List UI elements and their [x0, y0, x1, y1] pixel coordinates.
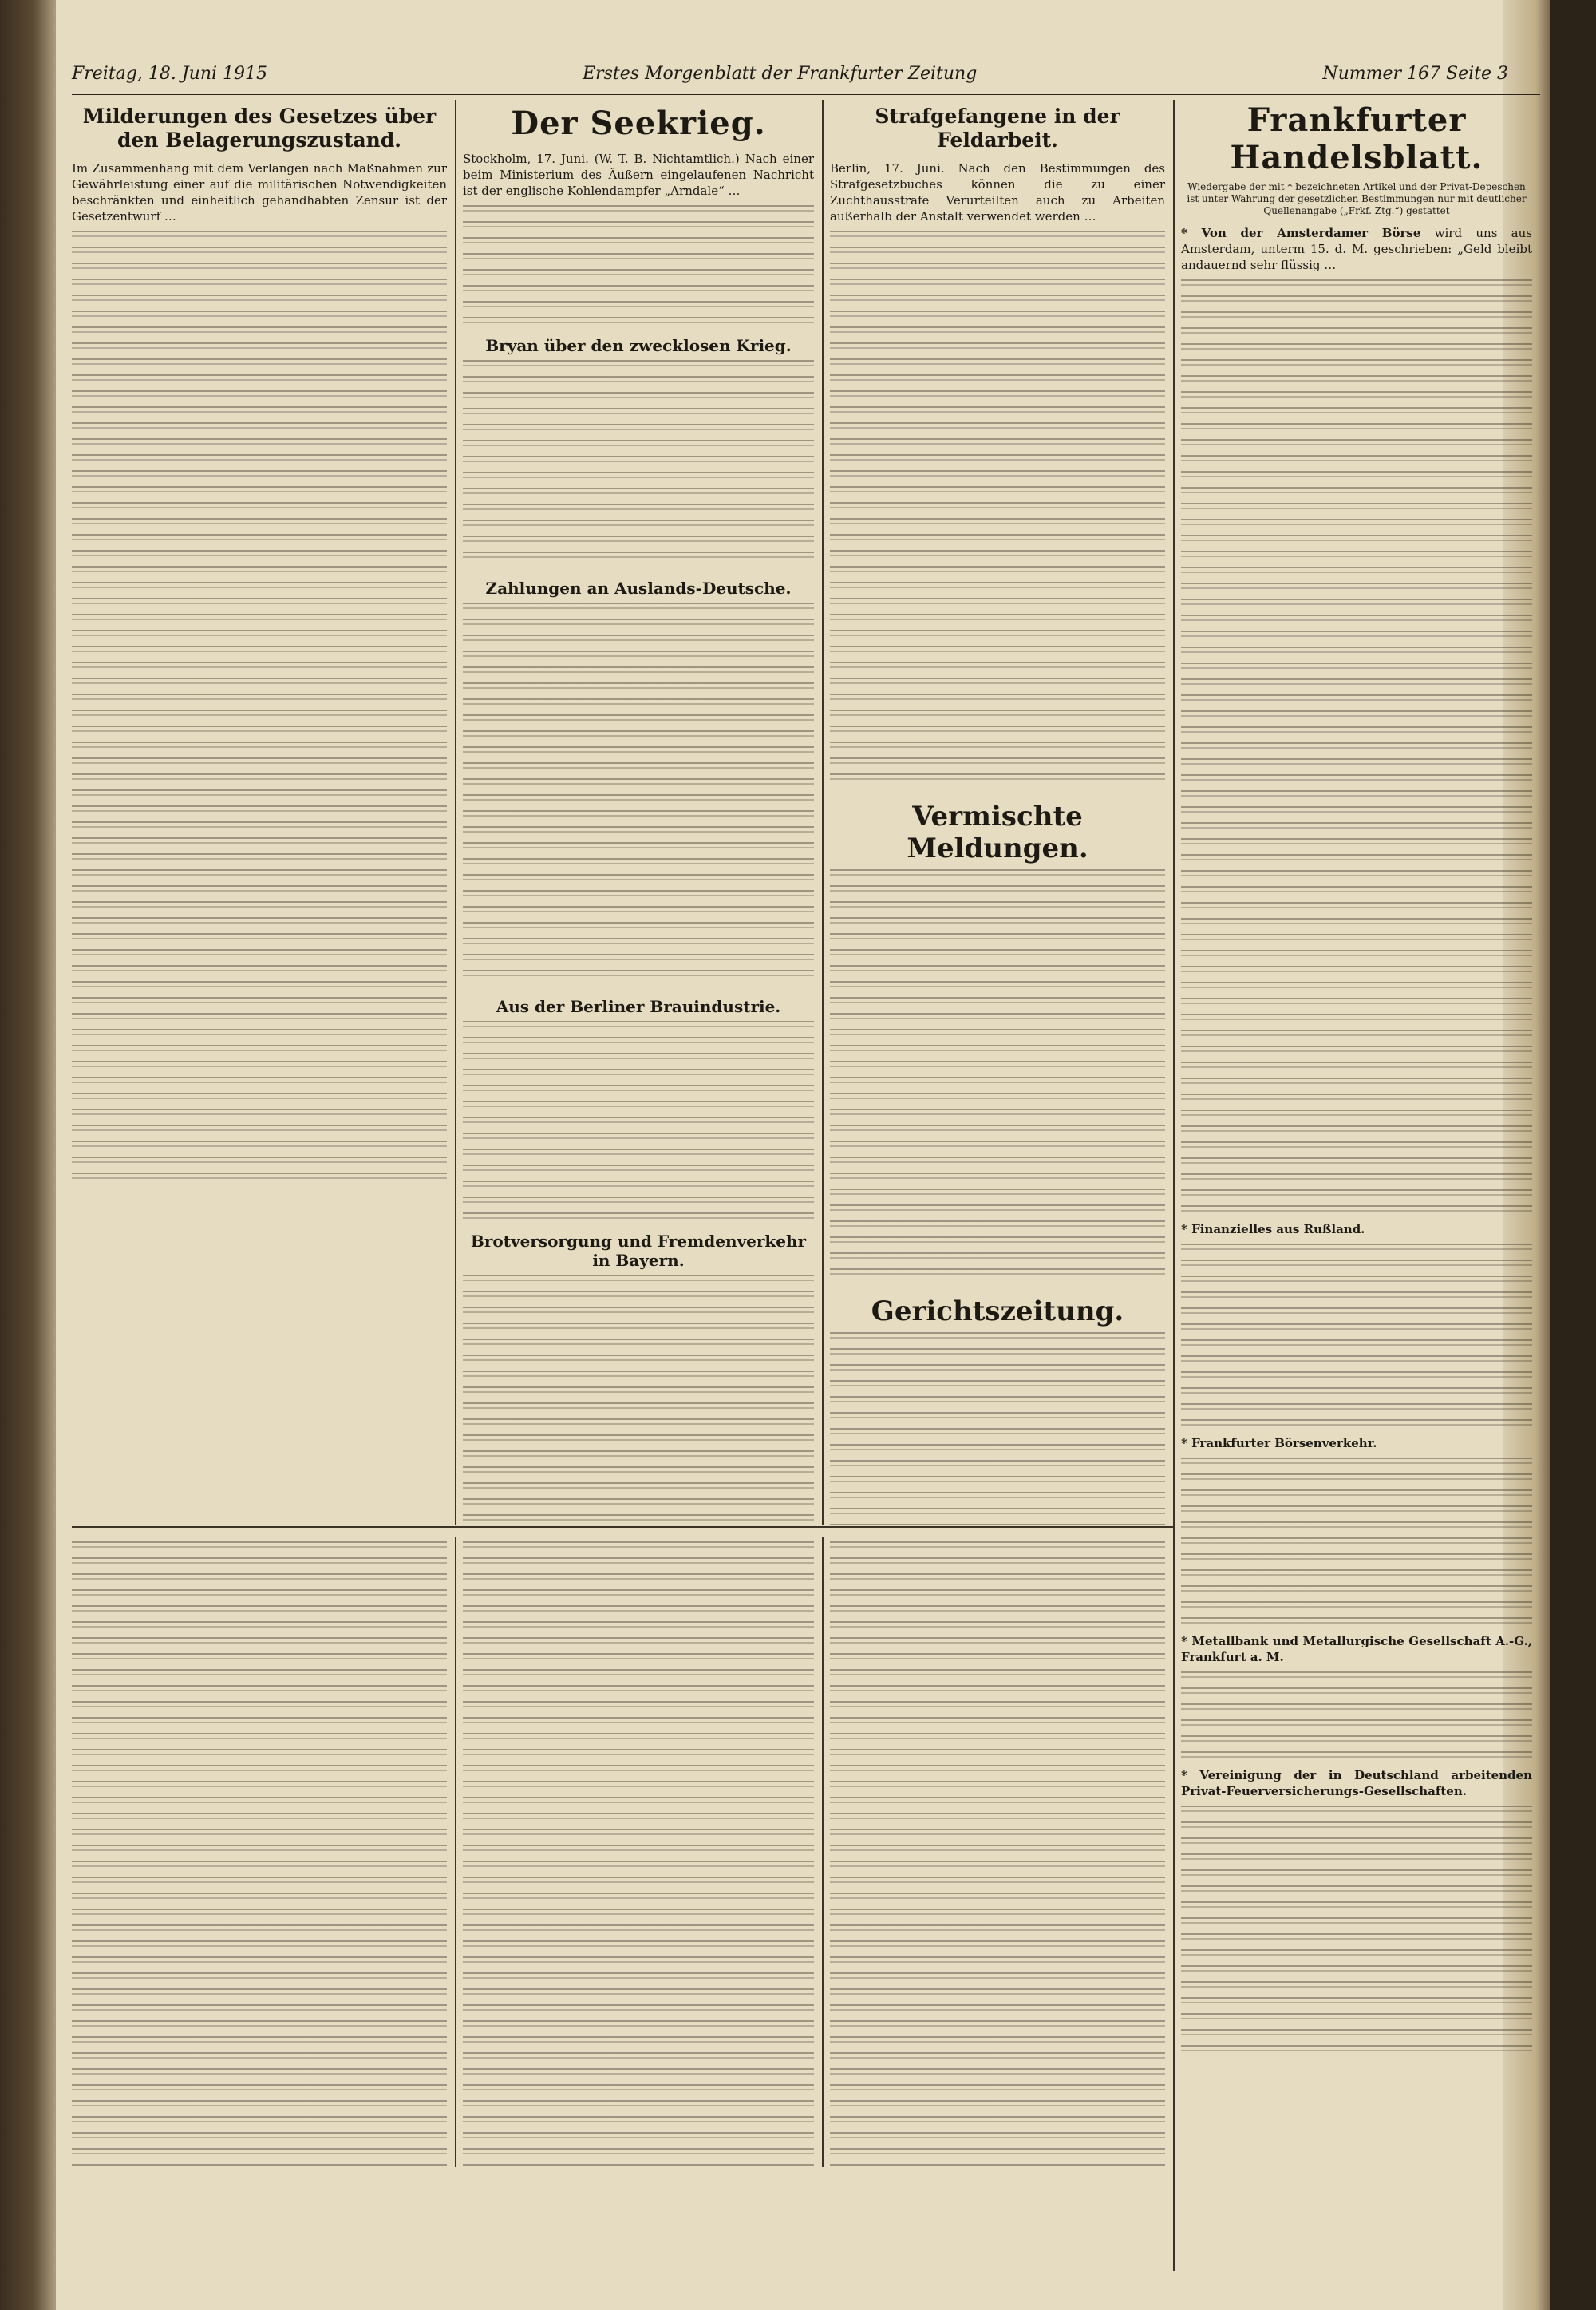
column-4: [1181, 100, 1532, 2271]
column-rule: [822, 1537, 824, 2167]
paragraph: [1181, 1633, 1532, 1665]
lower-column-2: [463, 1537, 814, 2167]
illegible-text-block: [830, 231, 1165, 789]
column-3: [830, 100, 1165, 1525]
illegible-text-block: [463, 1541, 814, 2167]
illegible-text-block: [1181, 279, 1532, 1221]
column-rule: [822, 100, 824, 1525]
subheadline: Aus der Berliner Brauindustrie.: [496, 997, 781, 1016]
illegible-text-block: [1181, 1806, 1532, 2061]
item-head: * Von der Amsterdamer Börse: [1181, 226, 1421, 240]
column-rule: [1173, 100, 1175, 2271]
illegible-text-block: [463, 360, 814, 568]
subheadline: Gerichtszeitung.: [871, 1295, 1124, 1327]
illegible-text-block: [463, 603, 814, 986]
lower-column-3: [830, 1537, 1165, 2167]
illegible-text-block: [72, 1541, 447, 2167]
paragraph: [1181, 1767, 1532, 1799]
subheadline: Brotversorgung und Fremdenverkehr in Bayern.: [470, 1232, 807, 1270]
illegible-text-block: [463, 205, 814, 325]
illegible-text-block: [463, 1021, 814, 1220]
column-rule: [455, 100, 456, 1525]
paragraph: Im Zusammenhang mit dem Verlangen nach Maßnahmen zur Gewährleistung einer auf die militärischen Notwendigkeiten beschränkten und einheitlich gehandhabten Zensur ist der Gesetzentwurf …: [72, 161, 447, 223]
paragraph: Berlin, 17. Juni. Nach den Bestimmungen des Strafgesetzbuches können die zu einer Zuchthausstrafe Verurteilten auch zu Arbeiten außerhalb der Anstalt verwendet werden …: [830, 161, 1165, 223]
masthead-date: Freitag, 18. Juni 1915: [72, 64, 268, 84]
column-1: [72, 100, 447, 1525]
subheadline: Vermischte Meldungen.: [907, 801, 1088, 864]
masthead-number: Nummer 167 Seite 3: [1322, 64, 1508, 84]
illegible-text-block: [1181, 1244, 1532, 1435]
illegible-text-block: [1181, 1671, 1532, 1767]
paragraph: [1181, 225, 1532, 273]
paragraph: Stockholm, 17. Juni. (W. T. B. Nichtamtlich.) Nach einer beim Ministerium des Äußern eingelaufenen Nachricht ist der englische Kohlendampfer „Arndale“ …: [463, 152, 814, 198]
subheadline: Zahlungen an Auslands-Deutsche.: [485, 579, 792, 598]
masthead: [72, 56, 1540, 95]
item-head: * Metallbank und Metallurgische Gesellschaft A.-G., Frankfurt a. M.: [1181, 1634, 1532, 1664]
column-rule: [455, 1537, 456, 2167]
headline: Der Seekrieg.: [511, 105, 766, 142]
headline: Milderungen des Gesetzes über den Belagerungszustand.: [82, 105, 437, 152]
headline: Strafgefangene in der Feldarbeit.: [875, 105, 1120, 152]
book-binding: [0, 0, 56, 2310]
item-head: * Frankfurter Börsenverkehr.: [1181, 1436, 1377, 1450]
item-head: * Finanzielles aus Rußland.: [1181, 1222, 1365, 1236]
item-text: wird uns aus Amsterdam, unterm 15. d. M. geschrieben: „Geld bleibt andauernd sehr flüssig …: [1181, 226, 1532, 272]
illegible-text-block: [1181, 1458, 1532, 1633]
section-note: Wiedergabe der mit * bezeichneten Artikel und der Privat-Depeschen ist unter Wahrung der gesetzlichen Bestimmungen nur mit deutlicher Quellenangabe („Frkf. Ztg.“) gestattet: [1187, 181, 1527, 216]
section-title: Frankfurter Handelsblatt.: [1230, 101, 1483, 176]
paragraph: [1181, 1435, 1532, 1451]
column-2: [463, 100, 814, 1525]
illegible-text-block: [72, 231, 447, 1189]
item-head: * Vereinigung der in Deutschland arbeitenden Privat-Feuerversicherungs-Gesellschaften.: [1181, 1768, 1532, 1798]
paragraph: [1181, 1221, 1532, 1237]
illegible-text-block: [463, 1275, 814, 1525]
section-rule: [72, 1526, 1173, 1528]
lower-column-1: [72, 1537, 447, 2167]
subheadline: Bryan über den zwecklosen Krieg.: [485, 336, 792, 355]
newspaper-page: [56, 0, 1550, 2310]
illegible-text-block: [830, 869, 1165, 1284]
illegible-text-block: [830, 1332, 1165, 1525]
illegible-text-block: [830, 1541, 1165, 2167]
masthead-paper: Erstes Morgenblatt der Frankfurter Zeitung: [583, 64, 978, 84]
